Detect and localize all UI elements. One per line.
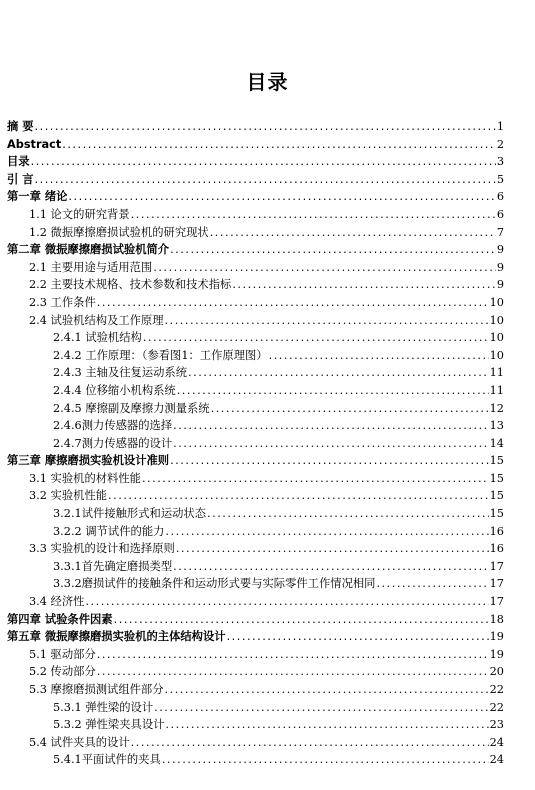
toc-entry-page-number: 14 (489, 436, 504, 450)
dot-leader (142, 470, 489, 488)
toc-entry-page-number: 24 (489, 753, 504, 767)
toc-entry-page-number: 7 (496, 225, 504, 239)
toc-entry-label: 3.4 经济性 (29, 595, 85, 609)
toc-entry-page-number: 16 (489, 524, 504, 538)
toc-entry-page-number: 10 (489, 348, 504, 362)
toc-entry-label: 摘 要 (7, 120, 34, 133)
dot-leader (131, 206, 496, 224)
toc-entry[interactable] (7, 734, 504, 752)
toc-entry-page-number: 6 (496, 190, 504, 204)
toc-entry-label: 5.4 试件夹具的设计 (29, 735, 130, 749)
toc-entry-label: 2.4 试验机结构及工作原理 (29, 313, 164, 327)
toc-entry-page-number: 16 (489, 542, 504, 556)
toc-entry-page-number: 10 (489, 331, 504, 345)
toc-entry[interactable] (7, 417, 504, 435)
toc-entry-label: 2.1 主要用途与适用范围 (29, 260, 153, 274)
toc-entry[interactable] (7, 382, 504, 400)
toc-entry-page-number: 9 (496, 260, 504, 274)
toc-entry-label: 3.2.2 调节试件的能力 (53, 524, 165, 538)
toc-entry[interactable] (7, 312, 504, 330)
toc-entry[interactable] (7, 400, 504, 418)
toc-entry-page-number: 22 (489, 700, 504, 714)
toc-entry[interactable] (7, 540, 504, 558)
toc-entry-page-number: 10 (489, 313, 504, 327)
dot-leader (170, 452, 489, 470)
table-of-contents (7, 118, 504, 769)
toc-entry-label: 2.4.1 试验机结构 (53, 331, 142, 345)
toc-entry[interactable] (7, 364, 504, 382)
toc-entry[interactable] (7, 452, 504, 470)
toc-entry-page-number: 19 (489, 647, 504, 661)
toc-entry[interactable] (7, 224, 504, 242)
dot-leader (154, 699, 489, 717)
toc-entry-label: 3.3 实验机的设计和选择原则 (29, 542, 175, 556)
toc-entry-label: 2.4.3 主轴及往复运动系统 (53, 366, 188, 380)
toc-entry[interactable] (7, 329, 504, 347)
dot-leader (31, 153, 496, 171)
toc-entry-label: 5.3 摩擦磨损测试组件部分 (29, 683, 164, 696)
toc-entry-label: 5.4.1平面试件的夹具 (53, 753, 161, 767)
toc-entry-label: 3.3.1首先确定磨损类型 (53, 559, 173, 573)
toc-entry[interactable] (7, 663, 504, 681)
toc-entry-page-number: 2 (496, 137, 504, 151)
dot-leader (165, 681, 489, 699)
dot-leader (210, 224, 496, 242)
toc-entry-label: 1.2 微振摩擦磨损试验机的研究现状 (29, 225, 209, 239)
dot-leader (211, 400, 489, 418)
toc-entry[interactable] (7, 470, 504, 488)
dot-leader (62, 136, 496, 154)
toc-entry-label: 3.3.2磨损试件的接触条件和运动形式要与实际零件工作情况相同 (53, 577, 376, 591)
toc-entry[interactable] (7, 523, 504, 541)
dot-leader (232, 276, 496, 294)
toc-entry[interactable] (7, 681, 504, 699)
dot-leader (173, 435, 489, 453)
toc-entry-label: 2.4.5 摩擦副及摩擦力测量系统 (53, 401, 210, 415)
dot-leader (114, 611, 489, 629)
toc-entry[interactable] (7, 628, 504, 646)
toc-entry-page-number: 9 (496, 243, 504, 257)
toc-entry-label: 2.2 主要技术规格、技术参数和技术指标 (29, 278, 232, 292)
toc-entry-page-number: 1 (496, 120, 504, 133)
toc-entry-page-number: 10 (489, 295, 504, 309)
toc-entry-label: 3.2 实验机性能 (29, 489, 108, 503)
dot-leader (108, 487, 489, 505)
toc-entry-page-number: 17 (489, 595, 504, 609)
toc-entry[interactable] (7, 188, 504, 206)
toc-entry-label: 5.3.1 弹性梁的设计 (53, 700, 154, 714)
dot-leader (170, 241, 496, 259)
toc-entry-label: 第四章 试验条件因素 (7, 612, 113, 626)
toc-entry-label: 第五章 微振摩擦磨损实验机的主体结构设计 (7, 630, 226, 644)
dot-leader (165, 523, 488, 541)
toc-entry[interactable] (7, 206, 504, 224)
toc-entry[interactable] (7, 171, 504, 189)
toc-entry-page-number: 15 (489, 471, 504, 485)
toc-entry-page-number: 12 (489, 401, 504, 415)
toc-entry[interactable] (7, 487, 504, 505)
toc-entry[interactable] (7, 593, 504, 611)
dot-leader (176, 540, 489, 558)
toc-entry[interactable] (7, 611, 504, 629)
dot-leader (177, 382, 489, 400)
dot-leader (165, 312, 489, 330)
toc-entry[interactable] (7, 435, 504, 453)
toc-entry-page-number: 13 (489, 419, 504, 433)
toc-entry-page-number: 17 (489, 577, 504, 591)
toc-entry-label: 2.4.7测力传感器的设计 (53, 436, 173, 450)
toc-entry-page-number: 17 (489, 559, 504, 573)
toc-entry[interactable] (7, 294, 504, 312)
toc-entry-label: 5.3.2 弹性梁夹具设计 (53, 718, 165, 732)
toc-entry-label: Abstract (7, 137, 62, 151)
dot-leader (35, 118, 496, 136)
toc-entry-label: 第一章 绪论 (7, 190, 68, 204)
toc-entry-label: 2.4.4 位移缩小机构系统 (53, 383, 176, 397)
dot-leader (153, 259, 496, 277)
toc-entry[interactable] (7, 118, 504, 136)
toc-entry-label: 3.1 实验机的材料性能 (29, 471, 141, 485)
toc-entry-page-number: 19 (489, 630, 504, 644)
toc-entry-label: 目录 (7, 155, 30, 169)
dot-leader (376, 575, 488, 593)
toc-entry-label: 5.1 驱动部分 (29, 647, 96, 661)
toc-entry-label: 5.2 传动部分 (29, 665, 96, 679)
toc-entry[interactable] (7, 259, 504, 277)
toc-entry-page-number: 11 (489, 366, 504, 380)
dot-leader (165, 716, 488, 734)
toc-entry[interactable] (7, 153, 504, 171)
toc-entry-page-number: 9 (496, 278, 504, 292)
dot-leader (162, 751, 489, 769)
toc-entry-page-number: 22 (489, 683, 504, 696)
dot-leader (97, 663, 489, 681)
toc-entry[interactable] (7, 751, 504, 769)
dot-leader (97, 646, 489, 664)
toc-entry[interactable] (7, 646, 504, 664)
toc-entry[interactable] (7, 558, 504, 576)
dot-leader (269, 347, 489, 365)
dot-leader (188, 364, 489, 382)
toc-entry-page-number: 15 (489, 507, 504, 521)
toc-entry-label: 2.3 工作条件 (29, 295, 96, 309)
toc-entry-page-number: 15 (489, 454, 504, 468)
toc-entry-label: 第三章 摩擦磨损实验机设计准则 (7, 454, 170, 468)
toc-entry-page-number: 5 (496, 172, 504, 186)
toc-entry-page-number: 15 (489, 489, 504, 503)
toc-entry-label: 引 言 (7, 172, 34, 186)
toc-entry-page-number: 3 (496, 155, 504, 169)
toc-entry-label: 2.4.6测力传感器的选择 (53, 419, 173, 433)
dot-leader (143, 329, 489, 347)
dot-leader (85, 593, 488, 611)
dot-leader (97, 294, 489, 312)
toc-entry-page-number: 23 (489, 718, 504, 732)
page-title: 目录 (246, 70, 289, 94)
toc-entry[interactable] (7, 276, 504, 294)
dot-leader (68, 188, 495, 206)
dot-leader (131, 734, 489, 752)
toc-entry[interactable] (7, 241, 504, 259)
dot-leader (173, 558, 489, 576)
toc-entry[interactable] (7, 505, 504, 523)
toc-entry[interactable] (7, 699, 504, 717)
toc-entry-label: 2.4.2 工作原理：（参看图1：工作原理图） (53, 348, 268, 362)
toc-entry[interactable] (7, 575, 504, 593)
dot-leader (173, 417, 489, 435)
dot-leader (35, 171, 496, 189)
toc-entry[interactable] (7, 136, 504, 154)
toc-entry-page-number: 6 (496, 207, 504, 221)
toc-entry-page-number: 20 (489, 665, 504, 679)
toc-entry[interactable] (7, 347, 504, 365)
toc-entry-label: 1.1 论文的研究背景 (29, 207, 130, 221)
dot-leader (227, 628, 489, 646)
toc-entry-label: 第二章 微振摩擦磨损试验机简介 (7, 243, 170, 257)
toc-entry-page-number: 11 (489, 383, 504, 397)
toc-entry[interactable] (7, 716, 504, 734)
dot-leader (207, 505, 489, 523)
toc-entry-page-number: 24 (489, 735, 504, 749)
toc-entry-page-number: 18 (489, 612, 504, 626)
toc-entry-label: 3.2.1试件接触形式和运动状态 (53, 507, 207, 521)
